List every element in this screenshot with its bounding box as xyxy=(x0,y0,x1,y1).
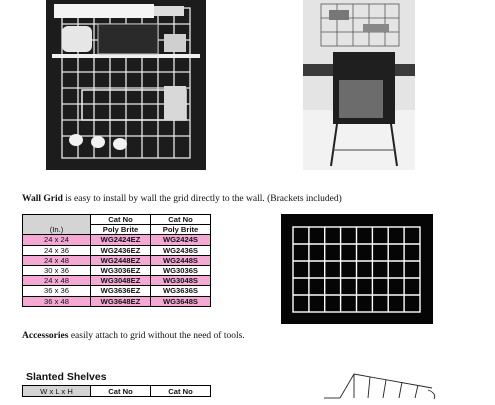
poly-cell: WG2448EZ xyxy=(91,255,151,265)
poly-header-line1: Cat No xyxy=(91,215,151,225)
wall-grid-photo xyxy=(46,0,206,170)
slanted-size-header: W x L x H xyxy=(23,386,91,397)
table-row xyxy=(23,286,211,296)
size-header: (In.) xyxy=(23,215,91,235)
wall-grid-caption-text: is easy to install by wall the grid directly to the wall. (Brackets included) xyxy=(62,194,342,204)
size-cell: 30 x 36 xyxy=(23,265,91,275)
poly-cell: WG2424EZ xyxy=(91,235,151,245)
poly-header-line2: Poly Brite xyxy=(91,225,151,235)
accessories-caption xyxy=(22,331,245,341)
table-row xyxy=(23,276,211,286)
chrome-cell: WG3648S xyxy=(151,296,211,306)
slanted-shelves-title: Slanted Shelves xyxy=(26,371,107,383)
slanted-shelf-illustration xyxy=(310,368,440,400)
table-row xyxy=(23,265,211,275)
size-cell: 24 x 24 xyxy=(23,235,91,245)
chrome-header-line2: Poly Brite xyxy=(151,225,211,235)
slanted-shelf-image xyxy=(310,368,440,400)
chrome-header-line1: Cat No xyxy=(151,215,211,225)
accessories-caption-text: easily attach to grid without the need of tools. xyxy=(68,331,245,341)
wall-grid-caption xyxy=(22,194,342,204)
wall-grid-caption-bold: Wall Grid xyxy=(22,194,63,204)
chrome-cell: WG3048S xyxy=(151,276,211,286)
table-header-row xyxy=(23,215,211,225)
table-row xyxy=(23,296,211,306)
wall-grid-illustration xyxy=(46,0,206,170)
chrome-cell: WG2424S xyxy=(151,235,211,245)
table-row xyxy=(23,255,211,265)
accessories-caption-bold: Accessories xyxy=(22,331,69,341)
poly-cell: WG3048EZ xyxy=(91,276,151,286)
table-header-row xyxy=(23,386,211,397)
table-row xyxy=(23,245,211,255)
size-cell: 36 x 48 xyxy=(23,296,91,306)
poly-cell: WG3636EZ xyxy=(91,286,151,296)
poly-cell: WG3648EZ xyxy=(91,296,151,306)
chrome-cell: WG3636S xyxy=(151,286,211,296)
sink-grid-photo xyxy=(303,0,415,170)
slanted-col2-header: Cat No xyxy=(151,386,211,397)
chrome-cell: WG2448S xyxy=(151,255,211,265)
table-row xyxy=(23,235,211,245)
wall-grid-panel-image xyxy=(281,214,433,324)
sink-illustration xyxy=(303,0,415,170)
slanted-col1-header: Cat No xyxy=(91,386,151,397)
chrome-cell: WG3036S xyxy=(151,265,211,275)
size-cell: 36 x 36 xyxy=(23,286,91,296)
chrome-cell: WG2436S xyxy=(151,245,211,255)
size-cell: 24 x 48 xyxy=(23,276,91,286)
size-cell: 24 x 48 xyxy=(23,255,91,265)
grid-panel-illustration xyxy=(281,214,433,324)
size-cell: 24 x 36 xyxy=(23,245,91,255)
slanted-shelves-table xyxy=(22,385,211,397)
wall-grid-spec-table xyxy=(22,214,211,307)
poly-cell: WG3036EZ xyxy=(91,265,151,275)
poly-cell: WG2436EZ xyxy=(91,245,151,255)
